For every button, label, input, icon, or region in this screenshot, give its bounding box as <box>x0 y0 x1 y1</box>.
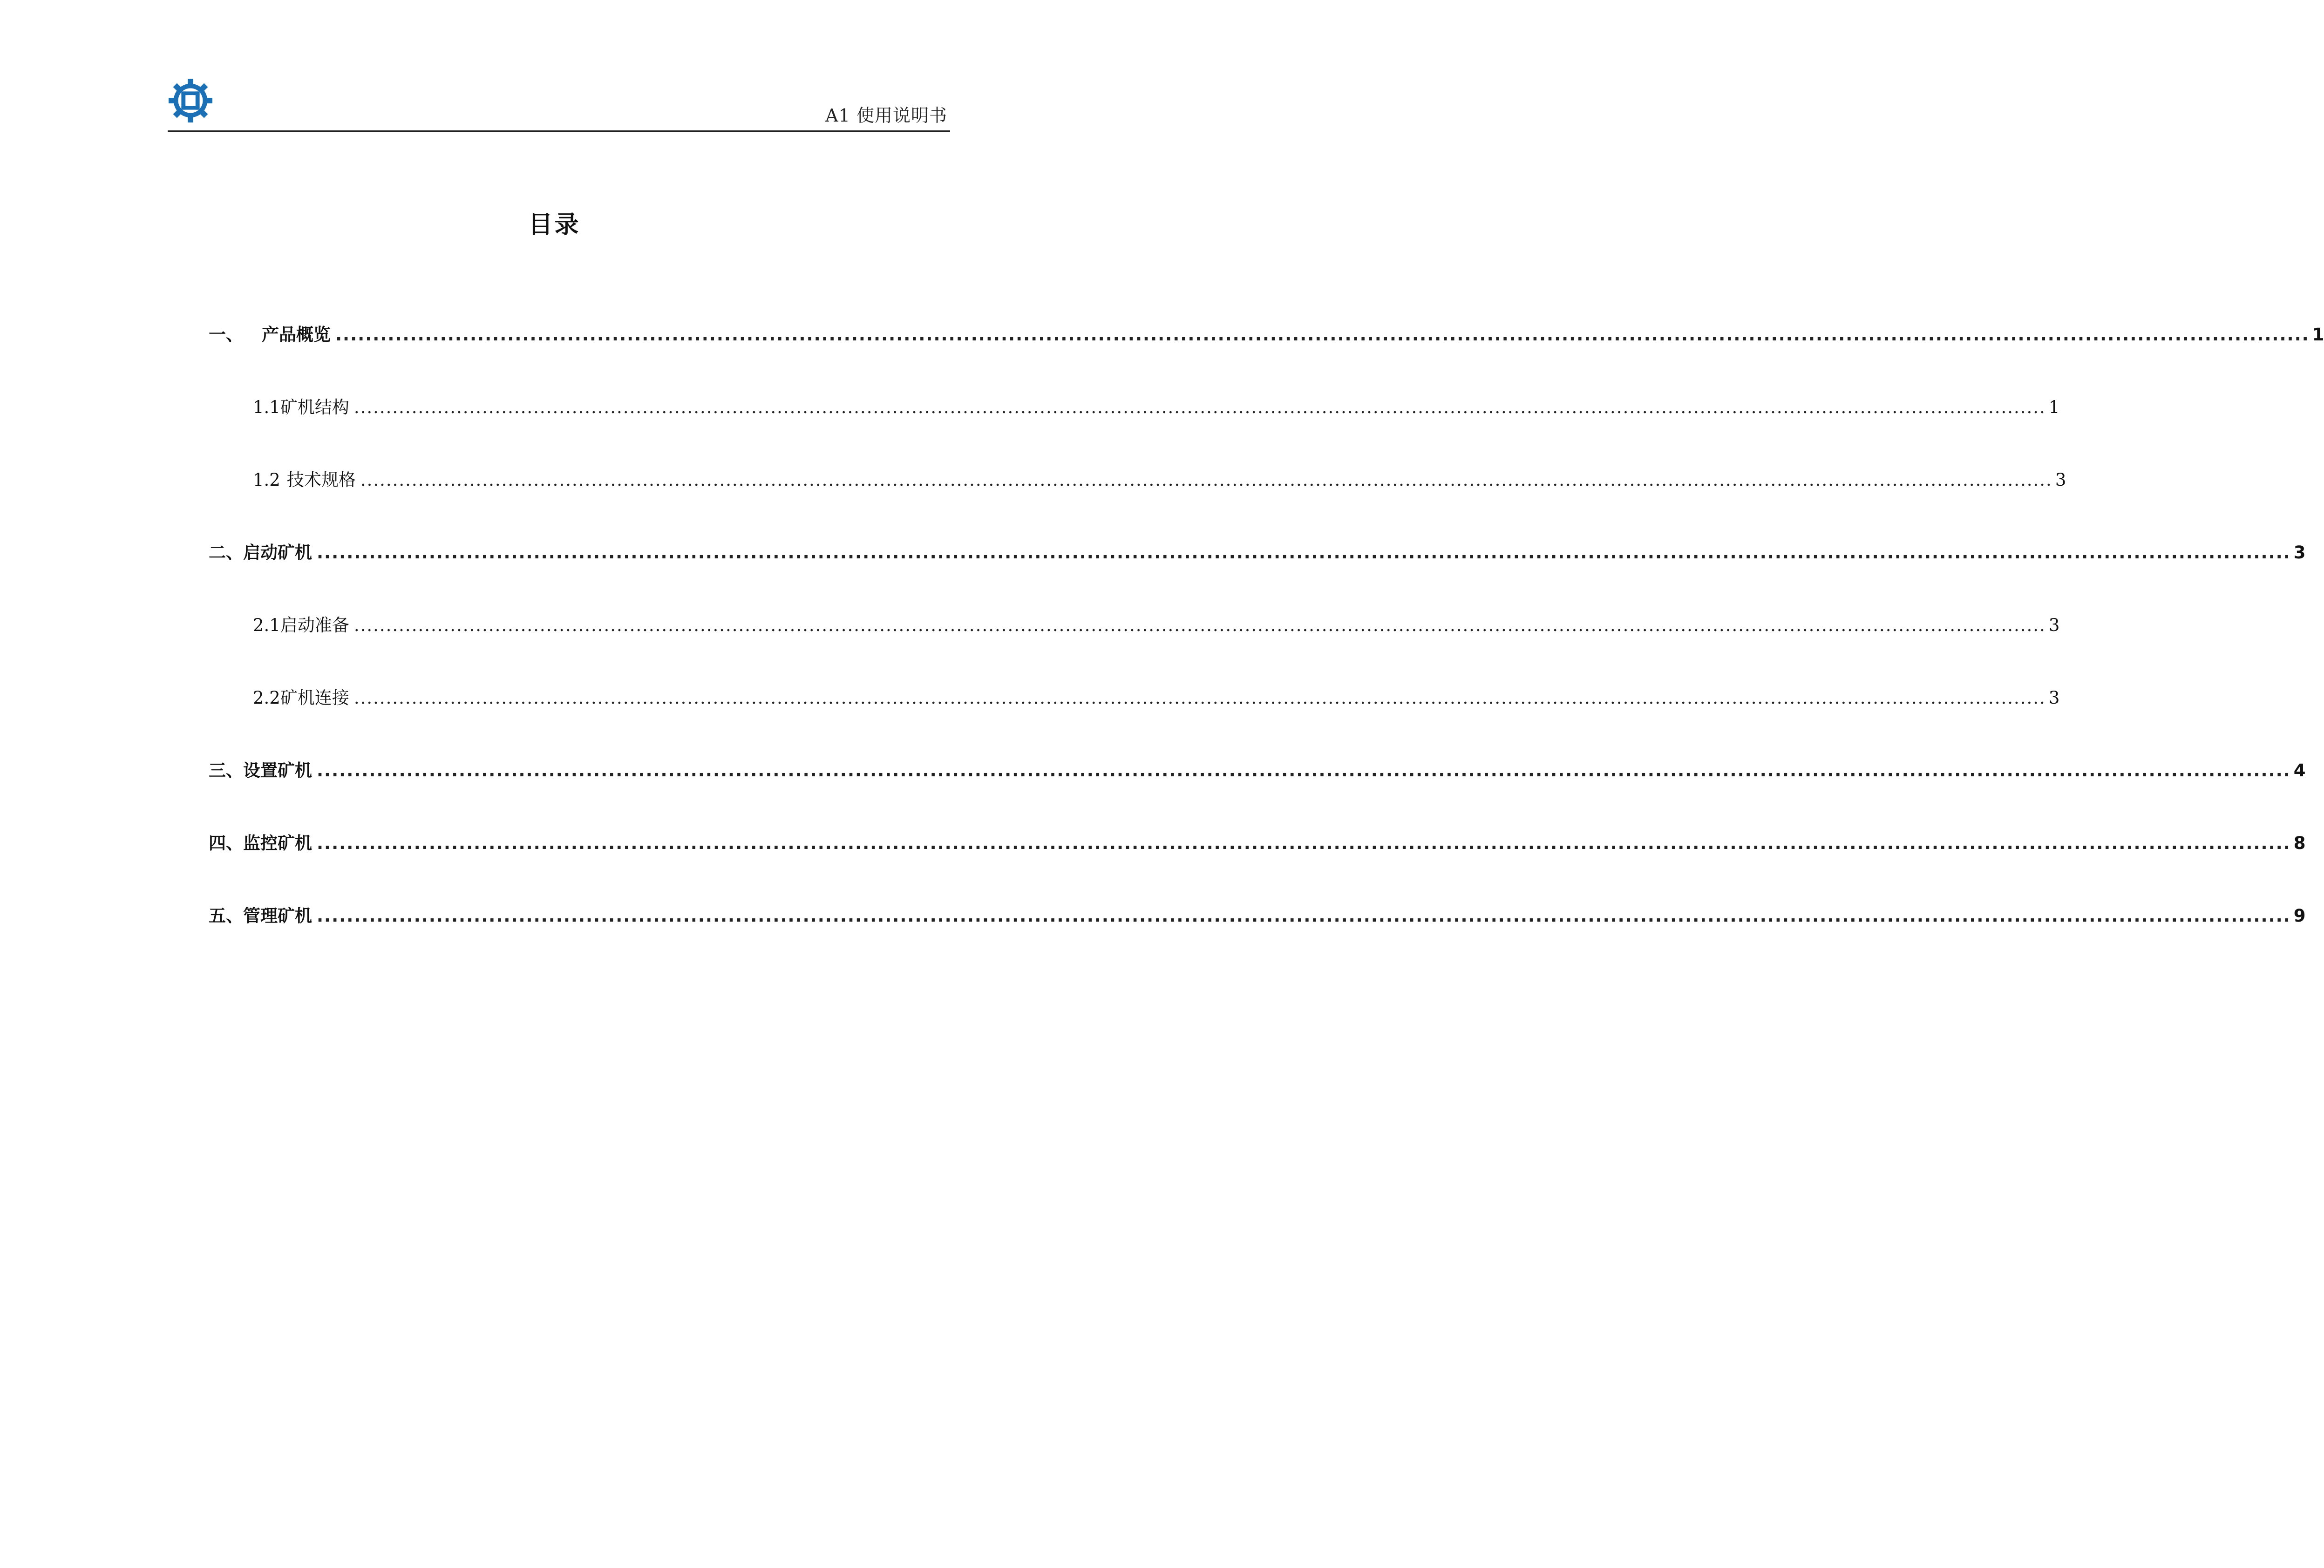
dot-leader: ........................................................................................................................................................................................................................................................................ <box>335 325 2310 345</box>
toc-entry-page: 3 <box>2293 543 2306 563</box>
toc-entry-label: 启动准备 <box>280 615 349 635</box>
dot-leader: ........................................................................................................................................................................................................................................................................ <box>317 833 2291 853</box>
toc-entry-page: 1 <box>2048 397 2060 417</box>
toc-entry-number: 三、 <box>209 760 243 781</box>
gear-logo-icon <box>168 78 213 123</box>
dot-leader: ........................................................................................................................................................................................................................................................................ <box>317 760 2291 781</box>
toc-entry-page: 3 <box>2055 470 2066 490</box>
dot-leader: ........................................................................................................................................................................................................................................................................ <box>317 906 2291 926</box>
toc-entry-manage-miner[interactable] <box>209 902 2306 930</box>
toc-entry-product-overview[interactable] <box>209 320 2324 348</box>
toc-entry-number: 五、 <box>209 906 243 926</box>
toc-entry-number: 2.1 <box>253 615 280 635</box>
dot-leader: ........................................................................................................................................................................................................................................................................ <box>353 397 2046 417</box>
toc-entry-page: 1 <box>2312 325 2324 345</box>
toc-entry-label: 矿机结构 <box>280 397 349 417</box>
toc-entry-label: 管理矿机 <box>243 906 312 926</box>
toc-entry-monitor-miner[interactable] <box>209 829 2306 857</box>
toc-entry-miner-structure[interactable] <box>253 393 2060 421</box>
toc-entry-page: 8 <box>2293 833 2306 853</box>
toc-entry-number: 一、 <box>209 325 243 345</box>
toc-entry-start-miner[interactable] <box>209 538 2306 566</box>
toc-entry-miner-connection[interactable] <box>253 684 2060 712</box>
toc-title: 目录 <box>528 211 581 239</box>
toc-entry-page: 3 <box>2048 615 2060 635</box>
toc-entry-tech-specs[interactable] <box>253 466 2066 494</box>
toc-entry-number: 1.1 <box>253 397 280 417</box>
toc-entry-label: 产品概览 <box>262 325 331 345</box>
toc-entry-label: 启动矿机 <box>243 543 312 563</box>
dot-leader: ........................................................................................................................................................................................................................................................................ <box>317 543 2291 563</box>
toc-entry-number: 二、 <box>209 543 243 563</box>
toc-entry-label: 矿机连接 <box>280 688 349 708</box>
page-header <box>168 77 950 132</box>
dot-leader: ........................................................................................................................................................................................................................................................................ <box>360 470 2052 490</box>
toc-entry-page: 9 <box>2293 906 2306 926</box>
toc-entry-label: 设置矿机 <box>243 760 312 781</box>
dot-leader: ........................................................................................................................................................................................................................................................................ <box>353 615 2046 635</box>
toc-entry-configure-miner[interactable] <box>209 756 2306 784</box>
toc-entry-number: 四、 <box>209 833 243 853</box>
toc-entry-label: 监控矿机 <box>243 833 312 853</box>
header-title: A1 使用说明书 <box>825 105 947 126</box>
toc-entry-number: 1.2 <box>253 470 280 490</box>
toc-entry-page: 3 <box>2048 688 2060 708</box>
toc-entry-label: 技术规格 <box>286 470 356 490</box>
toc-entry-page: 4 <box>2293 760 2306 781</box>
toc-entry-start-prep[interactable] <box>253 611 2060 639</box>
dot-leader: ........................................................................................................................................................................................................................................................................ <box>353 688 2046 708</box>
toc-entry-number: 2.2 <box>253 688 280 708</box>
